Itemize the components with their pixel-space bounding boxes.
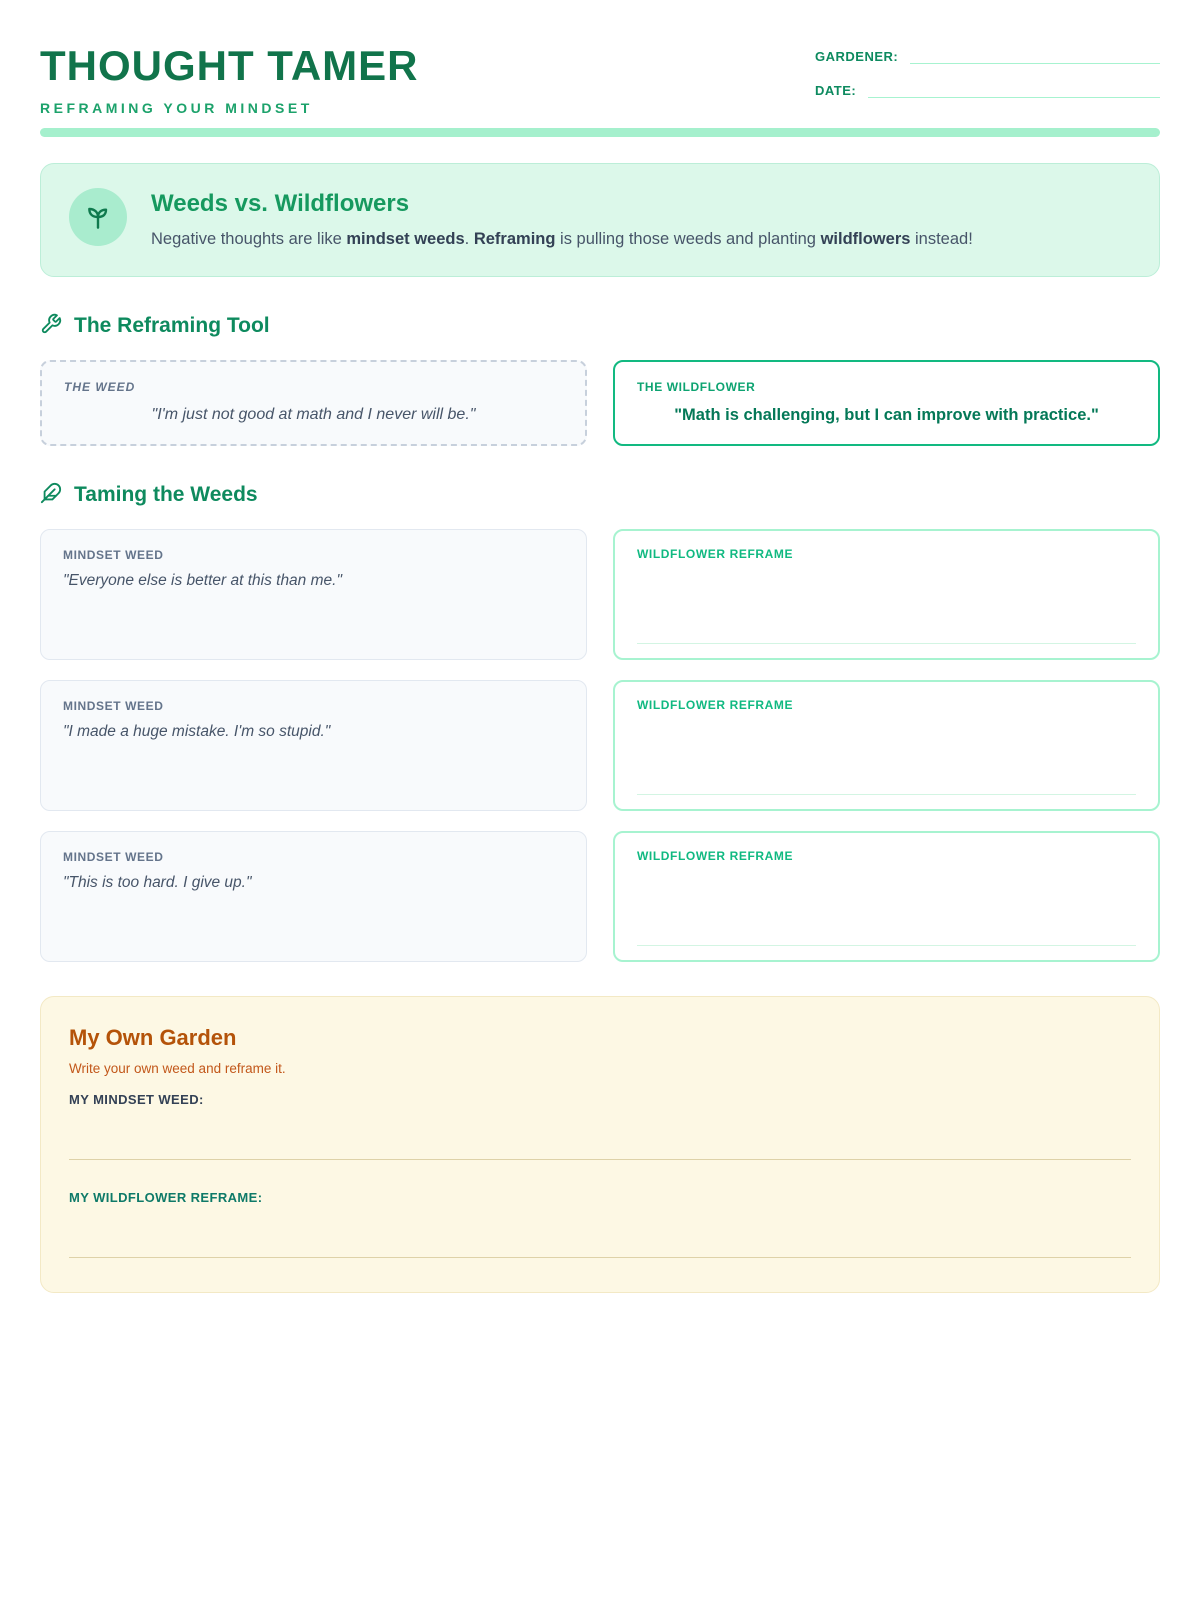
header [40,42,1160,116]
hero-description [151,228,973,252]
gardener-input-line[interactable] [910,48,1160,64]
divider-bar [40,128,1160,137]
weed-example-quote: "I'm just not good at math and I never will be." [151,405,476,423]
taming-row [40,831,1160,962]
hero-title: Weeds vs. Wildflowers [151,190,410,217]
wildflower-reframe-card [613,529,1160,660]
garden-weed-writing-line[interactable] [69,1159,1131,1160]
section-heading-text: Taming the Weeds [74,483,258,507]
mindset-weed-card [40,831,587,962]
taming-row [40,529,1160,660]
hero-desc-part: Negative thoughts are like [151,230,347,248]
weed-example-label: THE WEED [64,379,136,394]
page-subtitle: REFRAMING YOUR MINDSET [40,100,313,116]
mindset-weed-label: MINDSET WEED [63,849,164,864]
weed-example-card [40,360,587,446]
wildflower-example-quote: "Math is challenging, but I can improve with practice." [674,405,1099,424]
garden-subtext: Write your own weed and reframe it. [69,1060,286,1076]
hero-body [151,188,973,252]
hero-desc-bold: Reframing [473,230,556,248]
section-reframing-tool-heading [40,313,1160,340]
garden-reframe-label: MY WILDFLOWER REFRAME: [69,1189,263,1205]
section-taming-heading [40,482,1160,509]
wildflower-reframe-card [613,831,1160,962]
reframe-writing-line[interactable] [637,794,1136,795]
wildflower-reframe-label: WILDFLOWER REFRAME [637,697,794,712]
hero-desc-part: . [464,230,474,248]
sprout-icon [69,188,127,246]
garden-reframe-writing-line[interactable] [69,1257,1131,1258]
garden-heading: My Own Garden [69,1024,237,1050]
section-heading-text: The Reframing Tool [74,314,270,338]
mindset-weed-quote: "I made a huge mistake. I'm so stupid." [63,722,331,740]
reframe-writing-line[interactable] [637,643,1136,644]
wildflower-reframe-card [613,680,1160,811]
gardener-label: GARDENER: [815,49,899,64]
hero-desc-part: is pulling those weeds and planting [555,230,821,248]
pen-icon [40,482,62,509]
wildflower-reframe-label: WILDFLOWER REFRAME [637,848,794,863]
gardener-field [815,48,1160,64]
reframe-write-area[interactable] [637,575,1136,644]
reframe-write-area[interactable] [637,726,1136,795]
mindset-weed-quote: "This is too hard. I give up." [63,873,252,891]
mindset-weed-card [40,529,587,660]
mindset-weed-card [40,680,587,811]
date-label: DATE: [815,83,857,98]
my-own-garden-card [40,996,1160,1293]
hero-card [40,163,1160,277]
mindset-weed-quote: "Everyone else is better at this than me." [63,571,342,589]
mindset-weed-label: MINDSET WEED [63,698,164,713]
page-title: THOUGHT TAMER [40,42,419,89]
header-fields [815,42,1160,116]
wrench-icon [40,313,62,340]
date-input-line[interactable] [868,82,1160,98]
hero-desc-bold: wildflowers [820,230,911,248]
mindset-weed-label: MINDSET WEED [63,547,164,562]
hero-desc-bold: mindset weeds [346,230,465,248]
wildflower-reframe-label: WILDFLOWER REFRAME [637,546,794,561]
taming-row [40,680,1160,811]
header-titles [40,42,419,116]
reframing-tool-row [40,360,1160,446]
wildflower-example-card [613,360,1160,446]
reframe-writing-line[interactable] [637,945,1136,946]
date-field [815,82,1160,98]
wildflower-example-label: THE WILDFLOWER [637,379,756,394]
reframe-write-area[interactable] [637,877,1136,946]
hero-desc-part: instead! [910,230,973,248]
garden-weed-label: MY MINDSET WEED: [69,1091,204,1107]
